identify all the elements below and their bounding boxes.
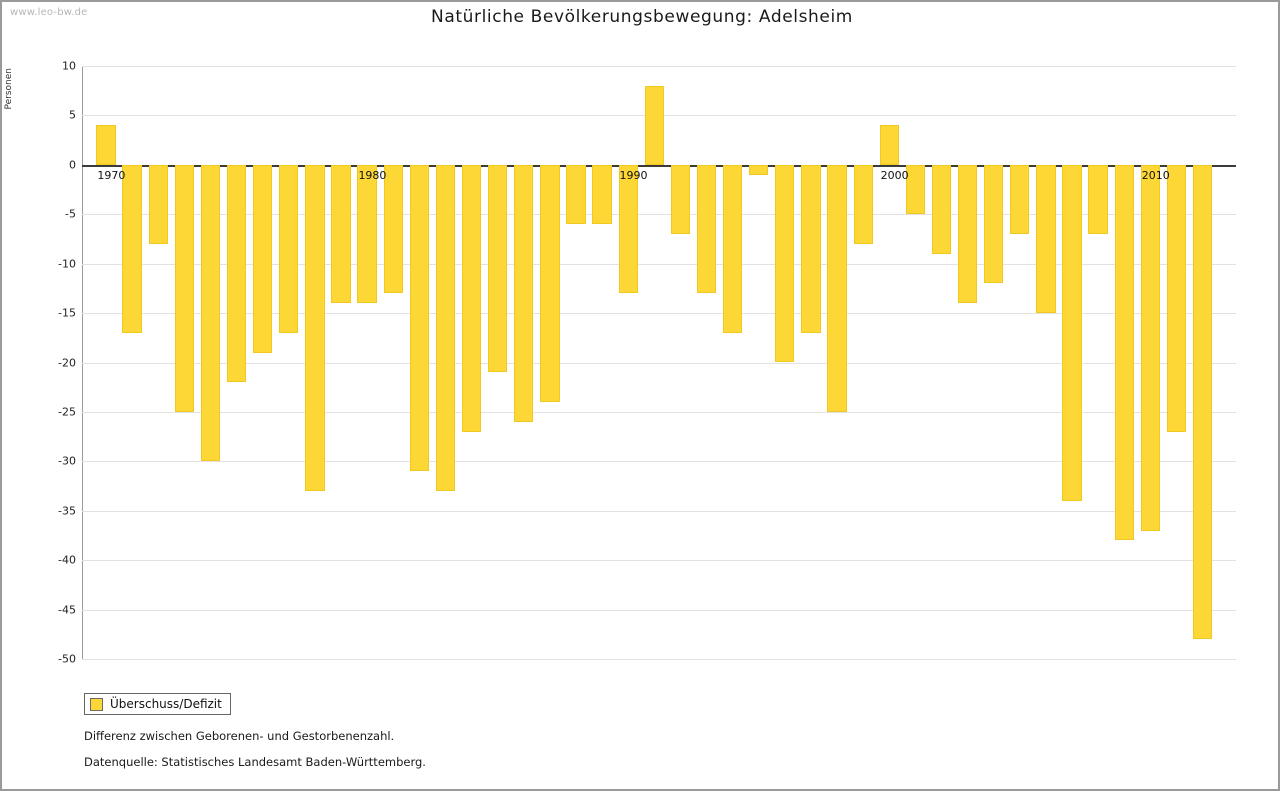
- bar[interactable]: [1088, 165, 1107, 234]
- y-tick-label: -40: [58, 553, 76, 567]
- y-tick-label: -20: [58, 356, 76, 369]
- watermark: www.leo-bw.de: [10, 7, 88, 18]
- bar[interactable]: [801, 165, 820, 333]
- bar[interactable]: [488, 165, 507, 373]
- plot-area: [82, 66, 1236, 659]
- bar[interactable]: [175, 165, 194, 412]
- bar[interactable]: [540, 165, 559, 402]
- bar[interactable]: [305, 165, 324, 491]
- bar[interactable]: [1193, 165, 1212, 639]
- bar[interactable]: [357, 165, 376, 303]
- bar[interactable]: [410, 165, 429, 471]
- bar[interactable]: [827, 165, 846, 412]
- bar[interactable]: [384, 165, 403, 293]
- x-tick-label: 2000: [880, 168, 909, 182]
- y-tick-label: -50: [58, 652, 76, 666]
- bar[interactable]: [279, 165, 298, 333]
- bar[interactable]: [96, 125, 115, 165]
- bar[interactable]: [723, 165, 742, 333]
- legend: [84, 693, 231, 715]
- y-tick-label: 0: [69, 158, 76, 172]
- bar[interactable]: [854, 165, 873, 244]
- y-axis-label: Personen: [4, 68, 14, 110]
- bar[interactable]: [514, 165, 533, 422]
- y-tick-label: -35: [58, 504, 76, 518]
- y-tick-label: -10: [58, 257, 76, 271]
- bar[interactable]: [149, 165, 168, 244]
- x-tick-label: 1980: [358, 168, 387, 182]
- gridline: [82, 659, 1236, 660]
- y-tick-label: -15: [58, 306, 76, 320]
- bar[interactable]: [619, 165, 638, 293]
- bar[interactable]: [932, 165, 951, 254]
- footnote-source: Datenquelle: Statistisches Landesamt Baden-Württemberg.: [84, 755, 426, 769]
- bar[interactable]: [331, 165, 350, 303]
- bar[interactable]: [201, 165, 220, 462]
- bar[interactable]: [1141, 165, 1160, 531]
- x-tick-label: 1970: [97, 168, 126, 182]
- bar[interactable]: [592, 165, 611, 224]
- legend-swatch-icon: [90, 698, 103, 711]
- bar[interactable]: [697, 165, 716, 293]
- bar[interactable]: [645, 86, 664, 165]
- bar[interactable]: [958, 165, 977, 303]
- y-tick-label: -45: [58, 603, 76, 617]
- x-tick-label: 1990: [619, 168, 648, 182]
- y-tick-label: -30: [58, 454, 76, 468]
- bar[interactable]: [566, 165, 585, 224]
- bar[interactable]: [1036, 165, 1055, 313]
- y-tick-label: 10: [62, 59, 76, 73]
- bar[interactable]: [1115, 165, 1134, 541]
- bar[interactable]: [984, 165, 1003, 284]
- bar[interactable]: [671, 165, 690, 234]
- legend-label: Überschuss/Defizit: [110, 697, 222, 711]
- bar[interactable]: [227, 165, 246, 382]
- bar[interactable]: [436, 165, 455, 491]
- bar[interactable]: [775, 165, 794, 363]
- y-tick-label: 5: [69, 108, 76, 122]
- bar[interactable]: [1167, 165, 1186, 432]
- y-tick-label: -5: [65, 207, 76, 221]
- bar[interactable]: [749, 165, 768, 175]
- bar[interactable]: [253, 165, 272, 353]
- y-tick-label: -25: [58, 405, 76, 419]
- bar[interactable]: [1010, 165, 1029, 234]
- bar[interactable]: [880, 125, 899, 165]
- bar[interactable]: [1062, 165, 1081, 501]
- bar[interactable]: [122, 165, 141, 333]
- bar[interactable]: [462, 165, 481, 432]
- page-title: Natürliche Bevölkerungsbewegung: Adelsheim: [431, 7, 853, 27]
- bar-series: [82, 66, 1236, 659]
- x-tick-label: 2010: [1141, 168, 1170, 182]
- footnote-definition: Differenz zwischen Geborenen- und Gestorbenenzahl.: [84, 729, 395, 743]
- bar[interactable]: [906, 165, 925, 214]
